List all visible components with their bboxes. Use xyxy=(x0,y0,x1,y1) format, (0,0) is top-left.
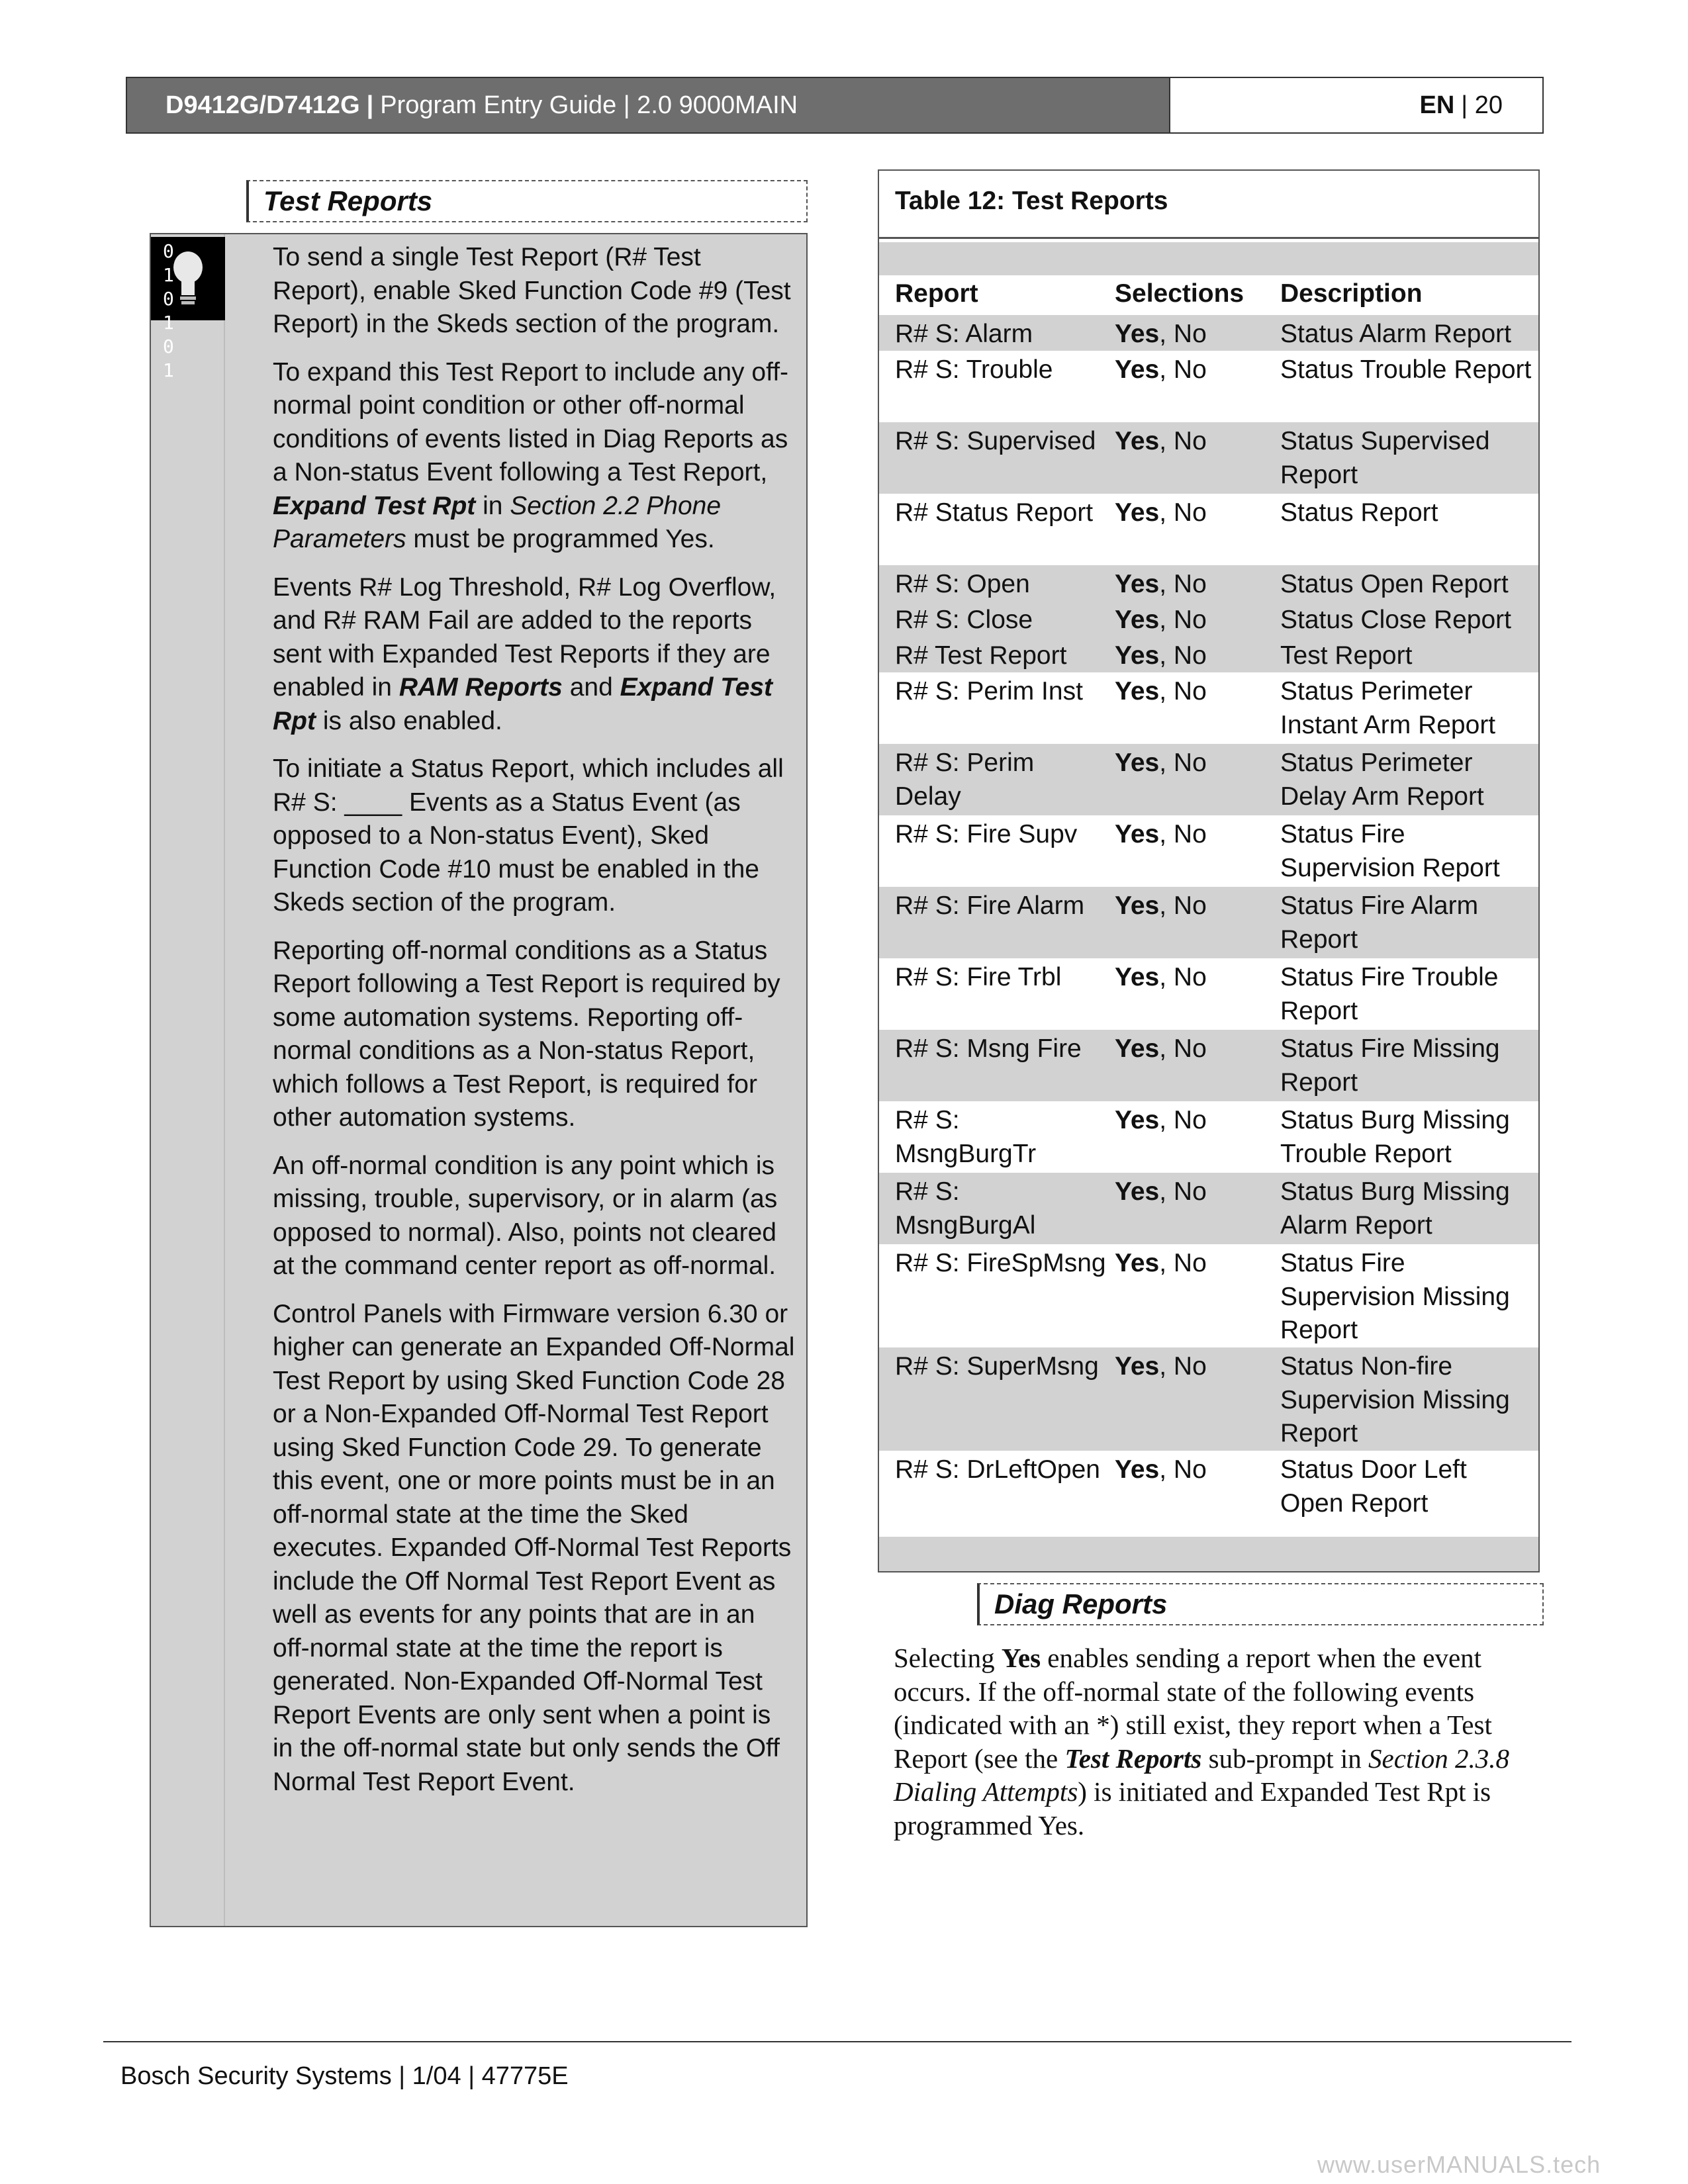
lightbulb-binary-icon xyxy=(151,237,225,381)
selection-no: , No xyxy=(1159,1352,1207,1381)
table-row xyxy=(879,601,1538,637)
table-row xyxy=(879,1030,1538,1101)
header-page-number: | 20 xyxy=(1461,91,1503,119)
selection-yes: Yes xyxy=(1115,1034,1160,1063)
report-cell: R# S: MsngBurgTr xyxy=(895,1106,1037,1168)
report-cell: R# S: SuperMsng xyxy=(895,1352,1099,1381)
selection-yes: Yes xyxy=(1115,1455,1160,1484)
selection-no: , No xyxy=(1159,891,1207,920)
description-cell: Status Perimeter Delay Arm Report xyxy=(1280,749,1484,811)
report-cell: R# S: Perim Inst xyxy=(895,677,1083,705)
table-row xyxy=(879,887,1538,958)
note-paragraph-3: Events R# Log Threshold, R# Log Overflow, and R# RAM Fail are added to the reports sent with Expanded Test Reports if they are enabled in RAM Reports and Expand Test Rpt is also enabled. xyxy=(273,572,776,735)
watermark: www.userMANUALS.tech xyxy=(1317,2151,1601,2178)
diag-reports-paragraph: Selecting Yes enables sending a report when the event occurs. If the off-normal state of the following events (indicated with an *) still exist, they report when a Test Report (see the Test Reports sub-prompt in Section 2.3.8 Dialing Attempts) is initiated and Expanded Test Rpt is programmed Yes. xyxy=(894,1643,1509,1841)
report-cell: R# S: Fire Trbl xyxy=(895,963,1062,991)
selections-cell xyxy=(1115,1175,1274,1209)
table-caption: Table 12: Test Reports xyxy=(895,187,1168,215)
description-cell: Status Supervised Report xyxy=(1280,427,1490,489)
selection-no: , No xyxy=(1159,1177,1207,1206)
selection-no: , No xyxy=(1159,1249,1207,1277)
description-cell: Status Burg Missing Trouble Report xyxy=(1280,1106,1510,1168)
selection-no: , No xyxy=(1159,320,1207,348)
table-row xyxy=(879,422,1538,494)
table-header-report: Report xyxy=(895,279,978,308)
selection-no: , No xyxy=(1159,641,1207,670)
table-row xyxy=(879,315,1538,351)
report-cell: R# S: Trouble xyxy=(895,355,1053,384)
table-row xyxy=(879,815,1538,887)
report-cell: R# Status Report xyxy=(895,498,1094,527)
selections-cell xyxy=(1115,1032,1274,1066)
selections-cell xyxy=(1115,889,1274,923)
selection-yes: Yes xyxy=(1115,963,1160,991)
table-caption-divider xyxy=(879,237,1538,239)
selection-no: , No xyxy=(1159,1455,1207,1484)
header-lang: EN xyxy=(1419,91,1455,119)
selection-yes: Yes xyxy=(1115,1352,1160,1381)
selections-cell xyxy=(1115,639,1274,673)
table-row xyxy=(879,958,1538,1030)
description-cell: Status Report xyxy=(1280,498,1438,527)
note-text xyxy=(273,241,796,1813)
table-row xyxy=(879,494,1538,565)
selection-no: , No xyxy=(1159,427,1207,455)
footer-text: Bosch Security Systems | 1/04 | 47775E xyxy=(120,2062,569,2090)
note-icon-strip xyxy=(151,234,225,1926)
note-paragraph-1: To send a single Test Report (R# Test Report), enable Sked Function Code #9 (Test Report) in the Skeds section of the program. xyxy=(273,243,791,338)
diag-reports-title-text: Diag Reports xyxy=(994,1588,1168,1619)
table-footer-row xyxy=(879,1537,1538,1571)
footer-rule xyxy=(103,2041,1571,2042)
selections-cell xyxy=(1115,747,1274,780)
report-cell: R# S: Supervised xyxy=(895,427,1096,455)
description-cell: Status Open Report xyxy=(1280,570,1509,598)
table-row xyxy=(879,1347,1538,1451)
table-row xyxy=(879,744,1538,815)
description-cell: Status Fire Missing Report xyxy=(1280,1034,1500,1097)
description-cell: Status Fire Supervision Report xyxy=(1280,820,1500,882)
header-title: Program Entry Guide | 2.0 9000MAIN xyxy=(380,91,798,119)
selection-no: , No xyxy=(1159,1106,1207,1134)
description-cell: Status Non-fire Supervision Missing Report xyxy=(1280,1352,1510,1447)
note-paragraph-4: To initiate a Status Report, which includes all R# S: ____ Events as a Status Event (as opposed to a Non-status Event), Sked Function Code #10 must be enabled in the Skeds section of the program. xyxy=(273,754,784,917)
selection-yes: Yes xyxy=(1115,570,1160,598)
selection-no: , No xyxy=(1159,570,1207,598)
selection-no: , No xyxy=(1159,749,1207,777)
selection-yes: Yes xyxy=(1115,320,1160,348)
selection-no: , No xyxy=(1159,1034,1207,1063)
selections-cell xyxy=(1115,353,1274,387)
selections-cell xyxy=(1115,675,1274,709)
selection-yes: Yes xyxy=(1115,641,1160,670)
description-cell: Test Report xyxy=(1280,641,1413,670)
test-reports-title xyxy=(246,180,808,222)
selection-yes: Yes xyxy=(1115,1249,1160,1277)
selections-cell xyxy=(1115,1453,1274,1487)
description-cell: Status Close Report xyxy=(1280,606,1512,634)
selections-cell xyxy=(1115,1104,1274,1138)
table-spacer-row xyxy=(879,242,1538,275)
header-separator: | xyxy=(366,91,374,119)
test-reports-title-text: Test Reports xyxy=(263,185,433,216)
icon-digits-3: 0 1 xyxy=(163,336,186,381)
note-paragraph-6: An off-normal condition is any point which is missing, trouble, supervisory, or in alarm (as opposed to normal). Also, points not cleared at the command center report as off-normal. xyxy=(273,1151,778,1280)
report-cell: R# Test Report xyxy=(895,641,1067,670)
note-paragraph-5: Reporting off-normal conditions as a Status Report following a Test Report is required by some automation systems. Reporting off-normal conditions as a Non-status Report, which follows a Test Report, is required for other automation systems. xyxy=(273,936,780,1132)
table-header-selections: Selections xyxy=(1115,279,1244,308)
description-cell: Status Burg Missing Alarm Report xyxy=(1280,1177,1510,1240)
description-cell: Status Perimeter Instant Arm Report xyxy=(1280,677,1496,739)
table-row xyxy=(879,351,1538,422)
note-paragraph-7: Control Panels with Firmware version 6.30 or higher can generate an Expanded Off-Normal Test Report by using Sked Function Code 28 or a Non-Expanded Off-Normal Test Report using Sked Function Code 29. To generate this event, one or more points must be in an off-normal state at the time the Sked executes. Expanded Off-Normal Test Reports include the Off Normal Test Report Event as well as events for any points that are in an off-normal state at the time the report is generated. Non-Expanded Off-Normal Test Report Events are only sent when a point is in the off-normal state but only sends the Off Normal Test Report Event. xyxy=(273,1299,795,1796)
report-cell: R# S: Open xyxy=(895,570,1030,598)
selections-cell xyxy=(1115,1247,1274,1281)
selection-yes: Yes xyxy=(1115,891,1160,920)
header-model: D9412G/D7412G xyxy=(165,91,360,119)
table-row xyxy=(879,637,1538,672)
selection-yes: Yes xyxy=(1115,606,1160,634)
report-cell: R# S: FireSpMsng xyxy=(895,1249,1106,1277)
selection-yes: Yes xyxy=(1115,355,1160,384)
selection-yes: Yes xyxy=(1115,1177,1160,1206)
selections-cell xyxy=(1115,604,1274,637)
selections-cell xyxy=(1115,425,1274,459)
diag-reports-title xyxy=(977,1583,1544,1625)
report-cell: R# S: DrLeftOpen xyxy=(895,1455,1100,1484)
note-paragraph-2: To expand this Test Report to include any off-normal point condition or other off-normal conditions of events listed in Diag Reports as a Non-status Event following a Test Report, Expand Test Rpt in Section 2.2 Phone Parameters must be programmed Yes. xyxy=(273,357,789,553)
selection-no: , No xyxy=(1159,963,1207,991)
description-cell: Status Fire Supervision Missing Report xyxy=(1280,1249,1510,1344)
table-row xyxy=(879,1244,1538,1347)
selection-yes: Yes xyxy=(1115,427,1160,455)
selection-yes: Yes xyxy=(1115,820,1160,848)
selections-cell xyxy=(1115,961,1274,995)
table-row xyxy=(879,672,1538,744)
selection-no: , No xyxy=(1159,677,1207,705)
selection-no: , No xyxy=(1159,498,1207,527)
icon-digits-2: 0 1 xyxy=(163,288,186,334)
selection-no: , No xyxy=(1159,355,1207,384)
description-cell: Status Door Left Open Report xyxy=(1280,1455,1467,1518)
selection-yes: Yes xyxy=(1115,498,1160,527)
report-cell: R# S: Alarm xyxy=(895,320,1033,348)
selections-cell xyxy=(1115,818,1274,852)
table-row xyxy=(879,1173,1538,1244)
header-bar xyxy=(126,77,1170,134)
report-cell: R# S: Fire Supv xyxy=(895,820,1078,848)
description-cell: Status Trouble Report xyxy=(1280,355,1532,384)
selection-no: , No xyxy=(1159,820,1207,848)
description-cell: Status Fire Trouble Report xyxy=(1280,963,1499,1025)
report-cell: R# S: Perim Delay xyxy=(895,749,1035,811)
description-cell: Status Alarm Report xyxy=(1280,320,1511,348)
selections-cell xyxy=(1115,1350,1274,1384)
table-header-row xyxy=(879,277,1538,314)
selection-yes: Yes xyxy=(1115,677,1160,705)
report-cell: R# S: Close xyxy=(895,606,1033,634)
report-cell: R# S: MsngBurgAl xyxy=(895,1177,1036,1240)
table-row xyxy=(879,1451,1538,1537)
table-header-description: Description xyxy=(1280,279,1423,308)
selection-yes: Yes xyxy=(1115,749,1160,777)
selections-cell xyxy=(1115,568,1274,602)
report-cell: R# S: Msng Fire xyxy=(895,1034,1082,1063)
selections-cell xyxy=(1115,496,1274,530)
report-cell: R# S: Fire Alarm xyxy=(895,891,1085,920)
icon-digits-1: 0 1 xyxy=(163,240,186,286)
selections-cell xyxy=(1115,318,1274,351)
selection-no: , No xyxy=(1159,606,1207,634)
table-row xyxy=(879,565,1538,601)
table-row xyxy=(879,1101,1538,1173)
description-cell: Status Fire Alarm Report xyxy=(1280,891,1479,954)
selection-yes: Yes xyxy=(1115,1106,1160,1134)
header-page-box xyxy=(1169,77,1544,134)
